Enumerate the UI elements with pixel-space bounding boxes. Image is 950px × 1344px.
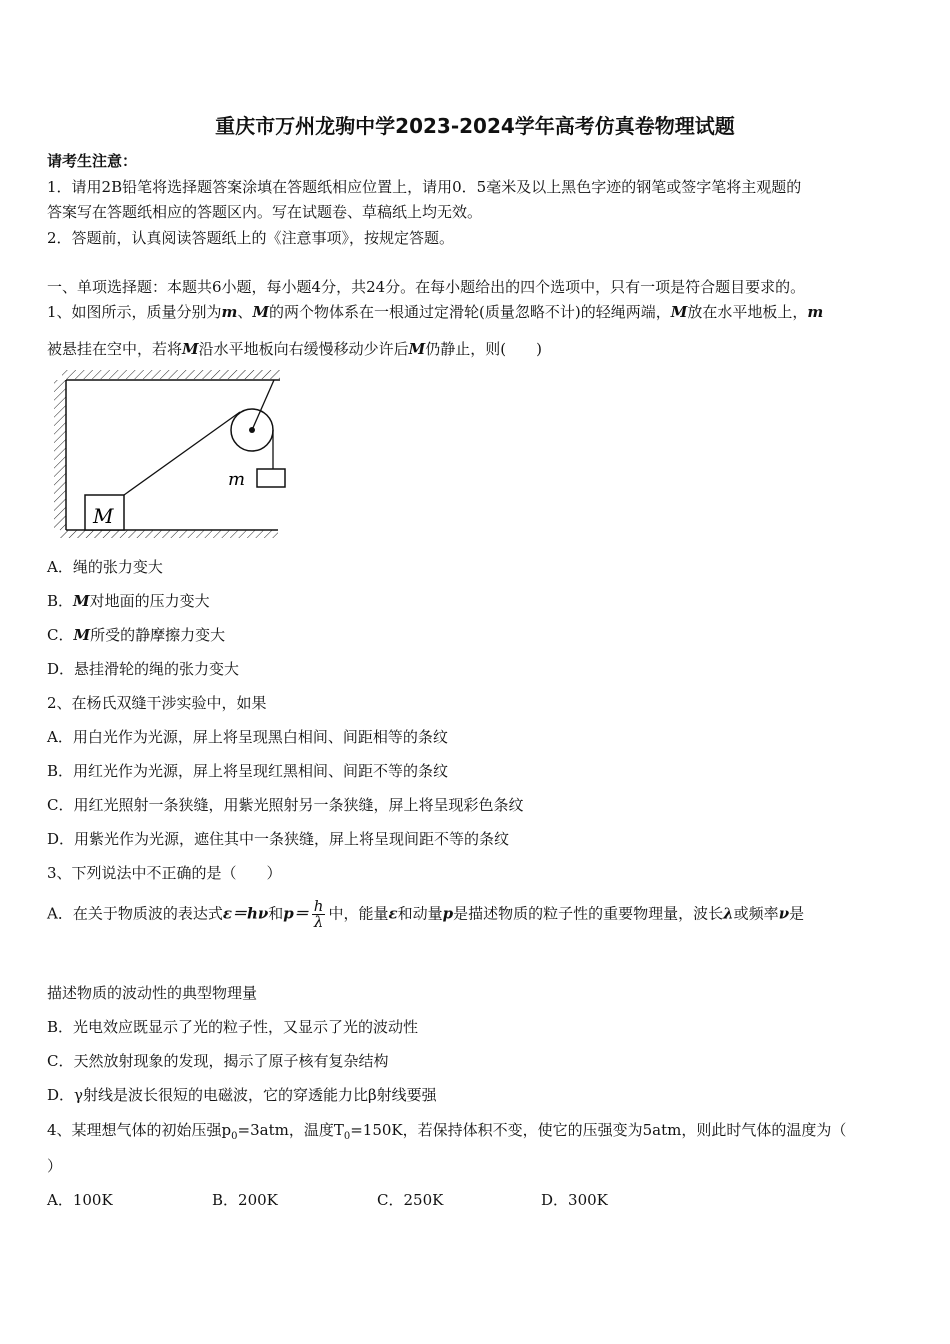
mass-m-block bbox=[257, 469, 285, 487]
notice-line-2: 2．答题前，认真阅读答题纸上的《注意事项》，按规定答题。 bbox=[47, 229, 455, 247]
q1-option-c: C．M所受的静摩擦力变大 bbox=[47, 626, 226, 644]
q2-option-a: A．用白光作为光源，屏上将呈现黑白相间、间距相等的条纹 bbox=[47, 728, 448, 746]
notice-line-1a: 1．请用2B铅笔将选择题答案涂填在答题纸相应位置上，请用0．5毫米及以上黑色字迹的钢笔或签字笔将主观题的 bbox=[47, 178, 802, 196]
q3-stem: 3、下列说法中不正确的是（ ） bbox=[47, 864, 282, 882]
q4-option-c: C．250K bbox=[377, 1191, 444, 1209]
q1-stem-line2: 被悬挂在空中，若将M沿水平地板向右缓慢移动少许后M仍静止，则( ) bbox=[47, 340, 542, 358]
q2-stem: 2、在杨氏双缝干涉实验中，如果 bbox=[47, 694, 267, 712]
q1-stem-line1: 1、如图所示，质量分别为m、M的两个物体系在一根通过定滑轮(质量忽略不计)的轻绳两端，M放在水平地板上，m bbox=[47, 303, 824, 321]
q1-option-a: A．绳的张力变大 bbox=[47, 558, 163, 576]
h-over-lambda-fraction: $\frac{h}{\lambda}$ bbox=[313, 897, 324, 931]
q3-option-a: A．在关于物质波的表达式ε＝hν和p＝ $\frac{h}{\lambda}$ 中，能量ε和动量p是描述物质的粒子性的重要物理量，波长λ或频率ν是 bbox=[47, 897, 805, 931]
q3-option-c: C．天然放射现象的发现，揭示了原子核有复杂结构 bbox=[47, 1052, 389, 1070]
q2-option-b: B．用红光作为光源，屏上将呈现红黑相间、间距不等的条纹 bbox=[47, 762, 449, 780]
floor-hatch bbox=[60, 530, 278, 538]
q2-option-d: D．用紫光作为光源，遮住其中一条狭缝，屏上将呈现间距不等的条纹 bbox=[47, 830, 510, 848]
q1-option-b: B．M对地面的压力变大 bbox=[47, 592, 210, 610]
page-title: 重庆市万州龙驹中学2023-2024学年高考仿真卷物理试题 bbox=[215, 114, 735, 138]
q3-option-a-cont: 描述物质的波动性的典型物理量 bbox=[47, 984, 258, 1002]
q4-stem: 4、某理想气体的初始压强$p_0=3atm$，温度$T_0=150K$，若保持体积不变，使它的压强变为5atm，则此时气体的温度为（ bbox=[47, 1121, 847, 1142]
q1-option-d: D．悬挂滑轮的绳的张力变大 bbox=[47, 660, 240, 678]
q4-option-d: D．300K bbox=[541, 1191, 608, 1209]
section-heading: 一、单项选择题：本题共6小题，每小题4分，共24分。在每小题给出的四个选项中，只有一项是符合题目要求的。 bbox=[47, 278, 806, 296]
notice-heading: 请考生注意： bbox=[47, 152, 138, 170]
q4-option-b: B．200K bbox=[212, 1191, 278, 1209]
q2-option-c: C．用红光照射一条狭缝，用紫光照射另一条狭缝，屏上将呈现彩色条纹 bbox=[47, 796, 524, 814]
q4-stem-end: ） bbox=[47, 1157, 63, 1175]
rope-to-M bbox=[124, 412, 240, 495]
q4-option-a: A．100K bbox=[47, 1191, 113, 1209]
wall-hatch bbox=[54, 380, 66, 530]
mass-m-label: m bbox=[228, 469, 246, 490]
pulley-diagram bbox=[52, 368, 288, 544]
mass-M-label: M bbox=[93, 504, 114, 528]
notice-line-1b: 答案写在答题纸相应的答题区内。写在试题卷、草稿纸上均无效。 bbox=[47, 203, 483, 221]
ceiling-hatch bbox=[62, 370, 280, 379]
q3-option-d: D．γ射线是波长很短的电磁波，它的穿透能力比β射线要强 bbox=[47, 1086, 437, 1104]
q3-option-b: B．光电效应既显示了光的粒子性，又显示了光的波动性 bbox=[47, 1018, 419, 1036]
